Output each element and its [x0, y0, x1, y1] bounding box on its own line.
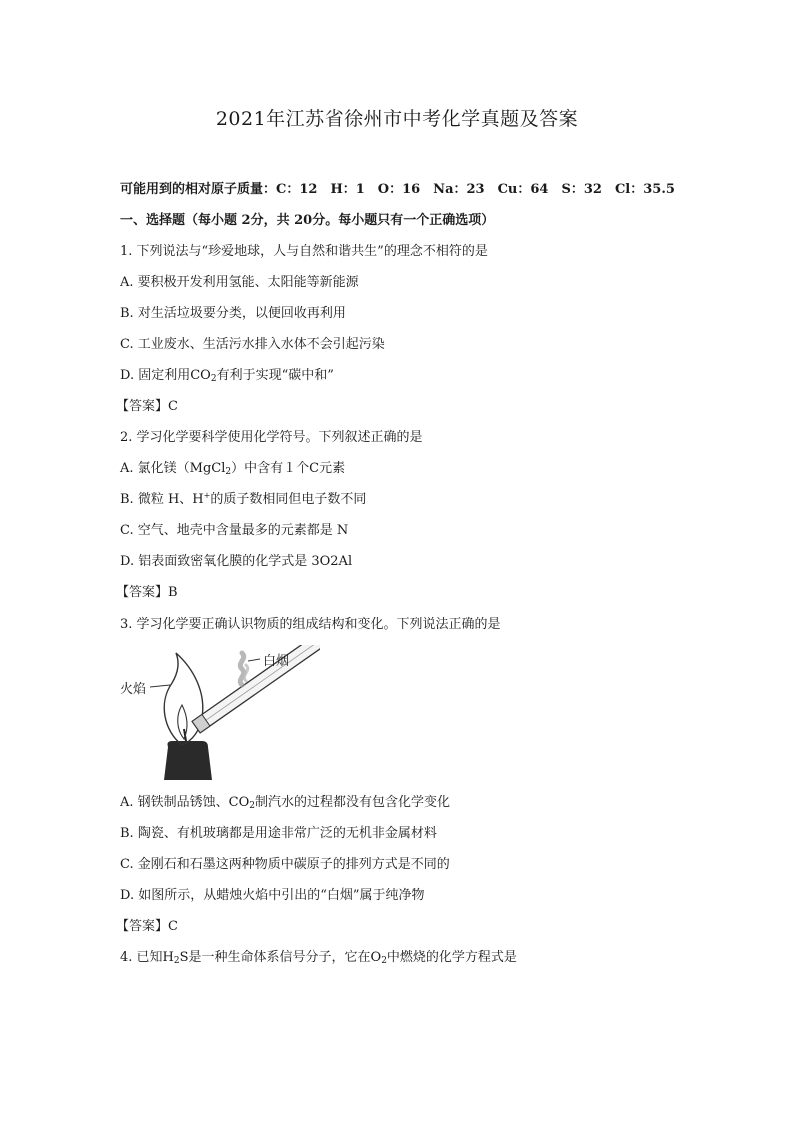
- q1-option-c: C. 工业废水、生活污水排入水体不会引起污染: [120, 337, 385, 352]
- smoke-label: 白烟: [263, 654, 290, 669]
- q1-option-a: A. 要积极开发利用氢能、太阳能等新能源: [120, 275, 359, 290]
- q2-option-c: C. 空气、地壳中含量最多的元素都是 N: [120, 523, 349, 538]
- q2-option-b: B. 微粒 H、H+的质子数相同但电子数不同: [120, 491, 367, 507]
- q1-stem: 1. 下列说法与“珍爱地球，人与自然和谐共生”的理念不相符的是: [120, 244, 488, 259]
- flame-label: 火焰: [120, 682, 147, 697]
- q3-option-a: A. 钢铁制品锈蚀、$CO_2$制汽水的过程都没有包含化学变化: [120, 795, 451, 811]
- q2-stem: 2. 学习化学要科学使用化学符号。下列叙述正确的是: [120, 430, 423, 445]
- q3-answer: 【答案】C: [116, 919, 178, 934]
- q4-stem: 4. 已知$H_2S$是一种生命体系信号分子，它在$O_2$中燃烧的化学方程式是: [120, 950, 517, 966]
- q3-option-d: D. 如图所示，从蜡烛火焰中引出的“白烟”属于纯净物: [120, 888, 425, 903]
- candle-illustration: [120, 645, 320, 780]
- q1-answer: 【答案】C: [116, 399, 178, 414]
- q2-option-a: A. 氯化镁（MgCl$_2$）中含有１个C元素: [120, 461, 346, 477]
- page-title: 2021年江苏省徐州市中考化学真题及答案: [215, 108, 579, 130]
- atomic-masses: 可能用到的相对原子质量：C：12 H：1 O：16 Na：23 Cu：64 S：32 Cl：35.5: [120, 182, 675, 197]
- q3-option-c: C. 金刚石和石墨这两种物质中碳原子的排列方式是不同的: [120, 857, 450, 872]
- q2-answer: 【答案】B: [116, 585, 178, 600]
- q3-stem: 3. 学习化学要正确认识物质的组成结构和变化。下列说法正确的是: [120, 617, 501, 632]
- q1-option-d: D. 固定利用$CO_2$有利于实现“碳中和”: [120, 368, 334, 384]
- candle-smoke-figure: [120, 645, 320, 780]
- q2-option-d: D. 铝表面致密氧化膜的化学式是 3O2Al: [120, 554, 353, 569]
- section-heading: 一、选择题（每小题 2分，共 20分。每小题只有一个正确选项）: [120, 213, 495, 228]
- q3-option-b: B. 陶瓷、有机玻璃都是用途非常广泛的无机非金属材料: [120, 826, 437, 841]
- q1-option-b: B. 对生活垃圾要分类，以便回收再利用: [120, 306, 346, 321]
